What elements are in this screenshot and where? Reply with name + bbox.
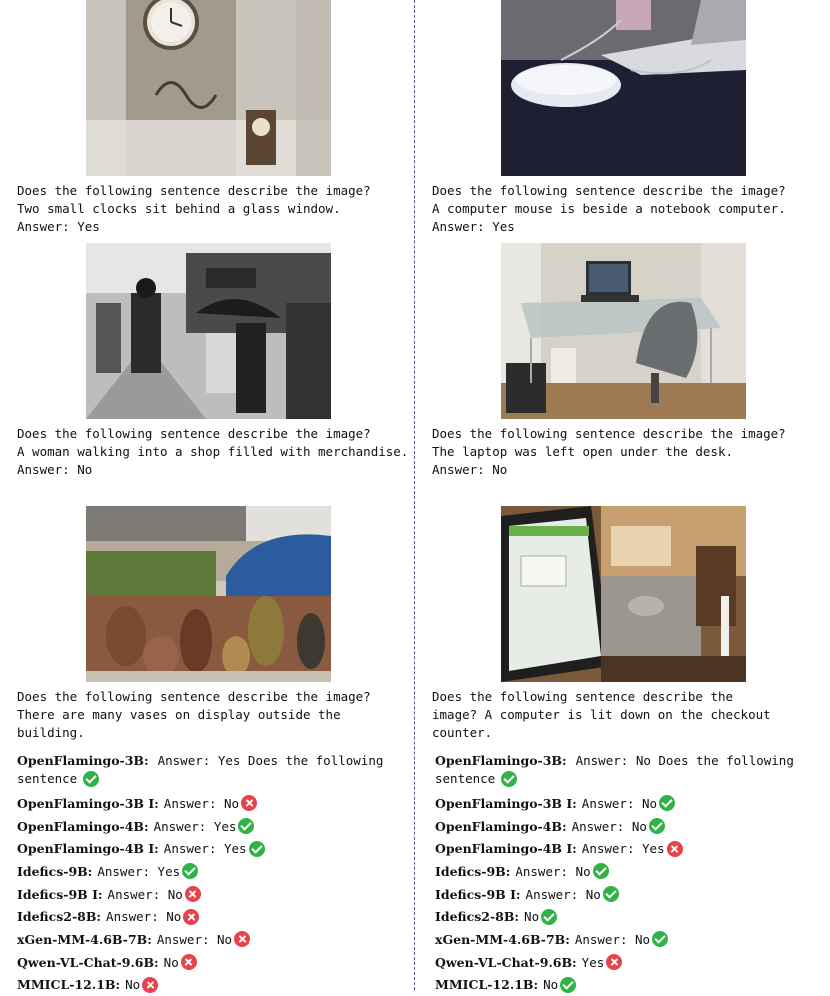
result-row (17, 860, 412, 883)
sentence: Two small clocks sit behind a glass window. (17, 200, 412, 218)
model-name: Idefics-9B: (17, 864, 92, 879)
cross-circle-icon (181, 954, 197, 970)
lit-computer-photo (501, 506, 746, 682)
question: Does the following sentence describe the image? (432, 425, 827, 443)
cross-circle-icon (667, 841, 683, 857)
glass-desk-photo (501, 243, 746, 419)
model-answer: Answer: No (526, 887, 601, 902)
answer: Answer: Yes (17, 218, 412, 236)
right-model-results (435, 752, 830, 996)
cross-circle-icon (241, 795, 257, 811)
model-answer: Answer: Yes (164, 841, 247, 856)
model-answer: Answer: Yes Does the following sentence (17, 753, 383, 786)
model-name: OpenFlamingo-3B: (435, 753, 567, 768)
model-answer: Answer: Yes (582, 841, 665, 856)
result-row (435, 974, 830, 996)
result-row (435, 752, 830, 788)
sentence: A woman walking into a shop filled with merchandise. (17, 443, 412, 461)
sentence: The laptop was left open under the desk. (432, 443, 827, 461)
cross-circle-icon (185, 886, 201, 902)
model-answer: Answer: No (575, 932, 650, 947)
model-name: xGen-MM-4.6B-7B: (17, 932, 152, 947)
model-answer: Answer: No (582, 796, 657, 811)
check-circle-icon (652, 931, 668, 947)
cross-circle-icon (142, 977, 158, 993)
result-row (435, 928, 830, 951)
result-row (435, 883, 830, 906)
result-row (435, 951, 830, 974)
model-answer: Answer: No (157, 932, 232, 947)
result-row (17, 951, 412, 974)
check-circle-icon (501, 771, 517, 787)
check-circle-icon (249, 841, 265, 857)
model-name: Idefics2-8B: (435, 909, 519, 924)
model-answer: Answer: No (572, 819, 647, 834)
model-name: OpenFlamingo-3B: (17, 753, 149, 768)
model-name: OpenFlamingo-4B I: (435, 841, 577, 856)
answer: Answer: No (17, 461, 412, 479)
check-circle-icon (83, 771, 99, 787)
street-shop-photo (86, 243, 331, 419)
check-circle-icon (659, 795, 675, 811)
result-row (17, 974, 412, 996)
model-name: Idefics2-8B: (17, 909, 101, 924)
sentence: There are many vases on display outside the building. (17, 706, 412, 742)
check-circle-icon (603, 886, 619, 902)
result-row (435, 905, 830, 928)
model-name: Idefics-9B: (435, 864, 510, 879)
answer: Answer: No (432, 461, 827, 479)
model-name: Qwen-VL-Chat-9.6B: (435, 955, 577, 970)
model-name: xGen-MM-4.6B-7B: (435, 932, 570, 947)
model-answer: No (524, 909, 539, 924)
check-circle-icon (541, 909, 557, 925)
model-answer: No (543, 977, 558, 992)
result-row (435, 837, 830, 860)
cross-circle-icon (183, 909, 199, 925)
model-answer: Answer: No (164, 796, 239, 811)
model-name: Idefics-9B I: (435, 887, 521, 902)
model-answer: No (164, 955, 179, 970)
mouse-notebook-photo (501, 0, 746, 176)
check-circle-icon (182, 863, 198, 879)
check-circle-icon (593, 863, 609, 879)
model-answer: Answer: Yes (97, 864, 180, 879)
cross-circle-icon (234, 931, 250, 947)
model-answer: Answer: No Does the following sentence (435, 753, 794, 786)
result-row (435, 815, 830, 838)
vases-display-photo (86, 506, 331, 682)
check-circle-icon (560, 977, 576, 993)
model-answer: Yes (582, 955, 605, 970)
model-answer: Answer: Yes (154, 819, 237, 834)
clock-window-photo (86, 0, 331, 176)
model-name: OpenFlamingo-3B I: (17, 796, 159, 811)
example-1-text (17, 182, 412, 236)
example-3-text (432, 688, 827, 742)
model-answer: Answer: No (515, 864, 590, 879)
example-3-text (17, 688, 412, 742)
example-2-text (432, 425, 827, 479)
model-name: Idefics-9B I: (17, 887, 103, 902)
result-row (17, 905, 412, 928)
model-name: Qwen-VL-Chat-9.6B: (17, 955, 159, 970)
model-name: OpenFlamingo-4B: (435, 819, 567, 834)
question: Does the following sentence describe the image? (432, 182, 827, 200)
result-row (435, 860, 830, 883)
model-answer: No (125, 977, 140, 992)
right-column (415, 0, 815, 990)
question: Does the following sentence describe the image? (17, 688, 412, 706)
question: Does the following sentence describe the image? (17, 182, 412, 200)
model-name: OpenFlamingo-3B I: (435, 796, 577, 811)
question: Does the following sentence describe the (432, 688, 827, 706)
model-name: MMICL-12.1B: (435, 977, 538, 992)
model-answer: Answer: No (108, 887, 183, 902)
check-circle-icon (238, 818, 254, 834)
question: Does the following sentence describe the image? (17, 425, 412, 443)
model-name: OpenFlamingo-4B: (17, 819, 149, 834)
result-row (435, 792, 830, 815)
model-name: MMICL-12.1B: (17, 977, 120, 992)
answer: Answer: Yes (432, 218, 827, 236)
result-row (17, 928, 412, 951)
result-row (17, 752, 412, 788)
left-model-results (17, 752, 412, 996)
result-row (17, 883, 412, 906)
example-1-text (432, 182, 827, 236)
result-row (17, 792, 412, 815)
result-row (17, 815, 412, 838)
model-answer: Answer: No (106, 909, 181, 924)
cross-circle-icon (606, 954, 622, 970)
model-name: OpenFlamingo-4B I: (17, 841, 159, 856)
check-circle-icon (649, 818, 665, 834)
sentence: image? A computer is lit down on the checkout counter. (432, 706, 827, 742)
example-2-text (17, 425, 412, 479)
left-column (0, 0, 400, 990)
result-row (17, 837, 412, 860)
sentence: A computer mouse is beside a notebook computer. (432, 200, 827, 218)
